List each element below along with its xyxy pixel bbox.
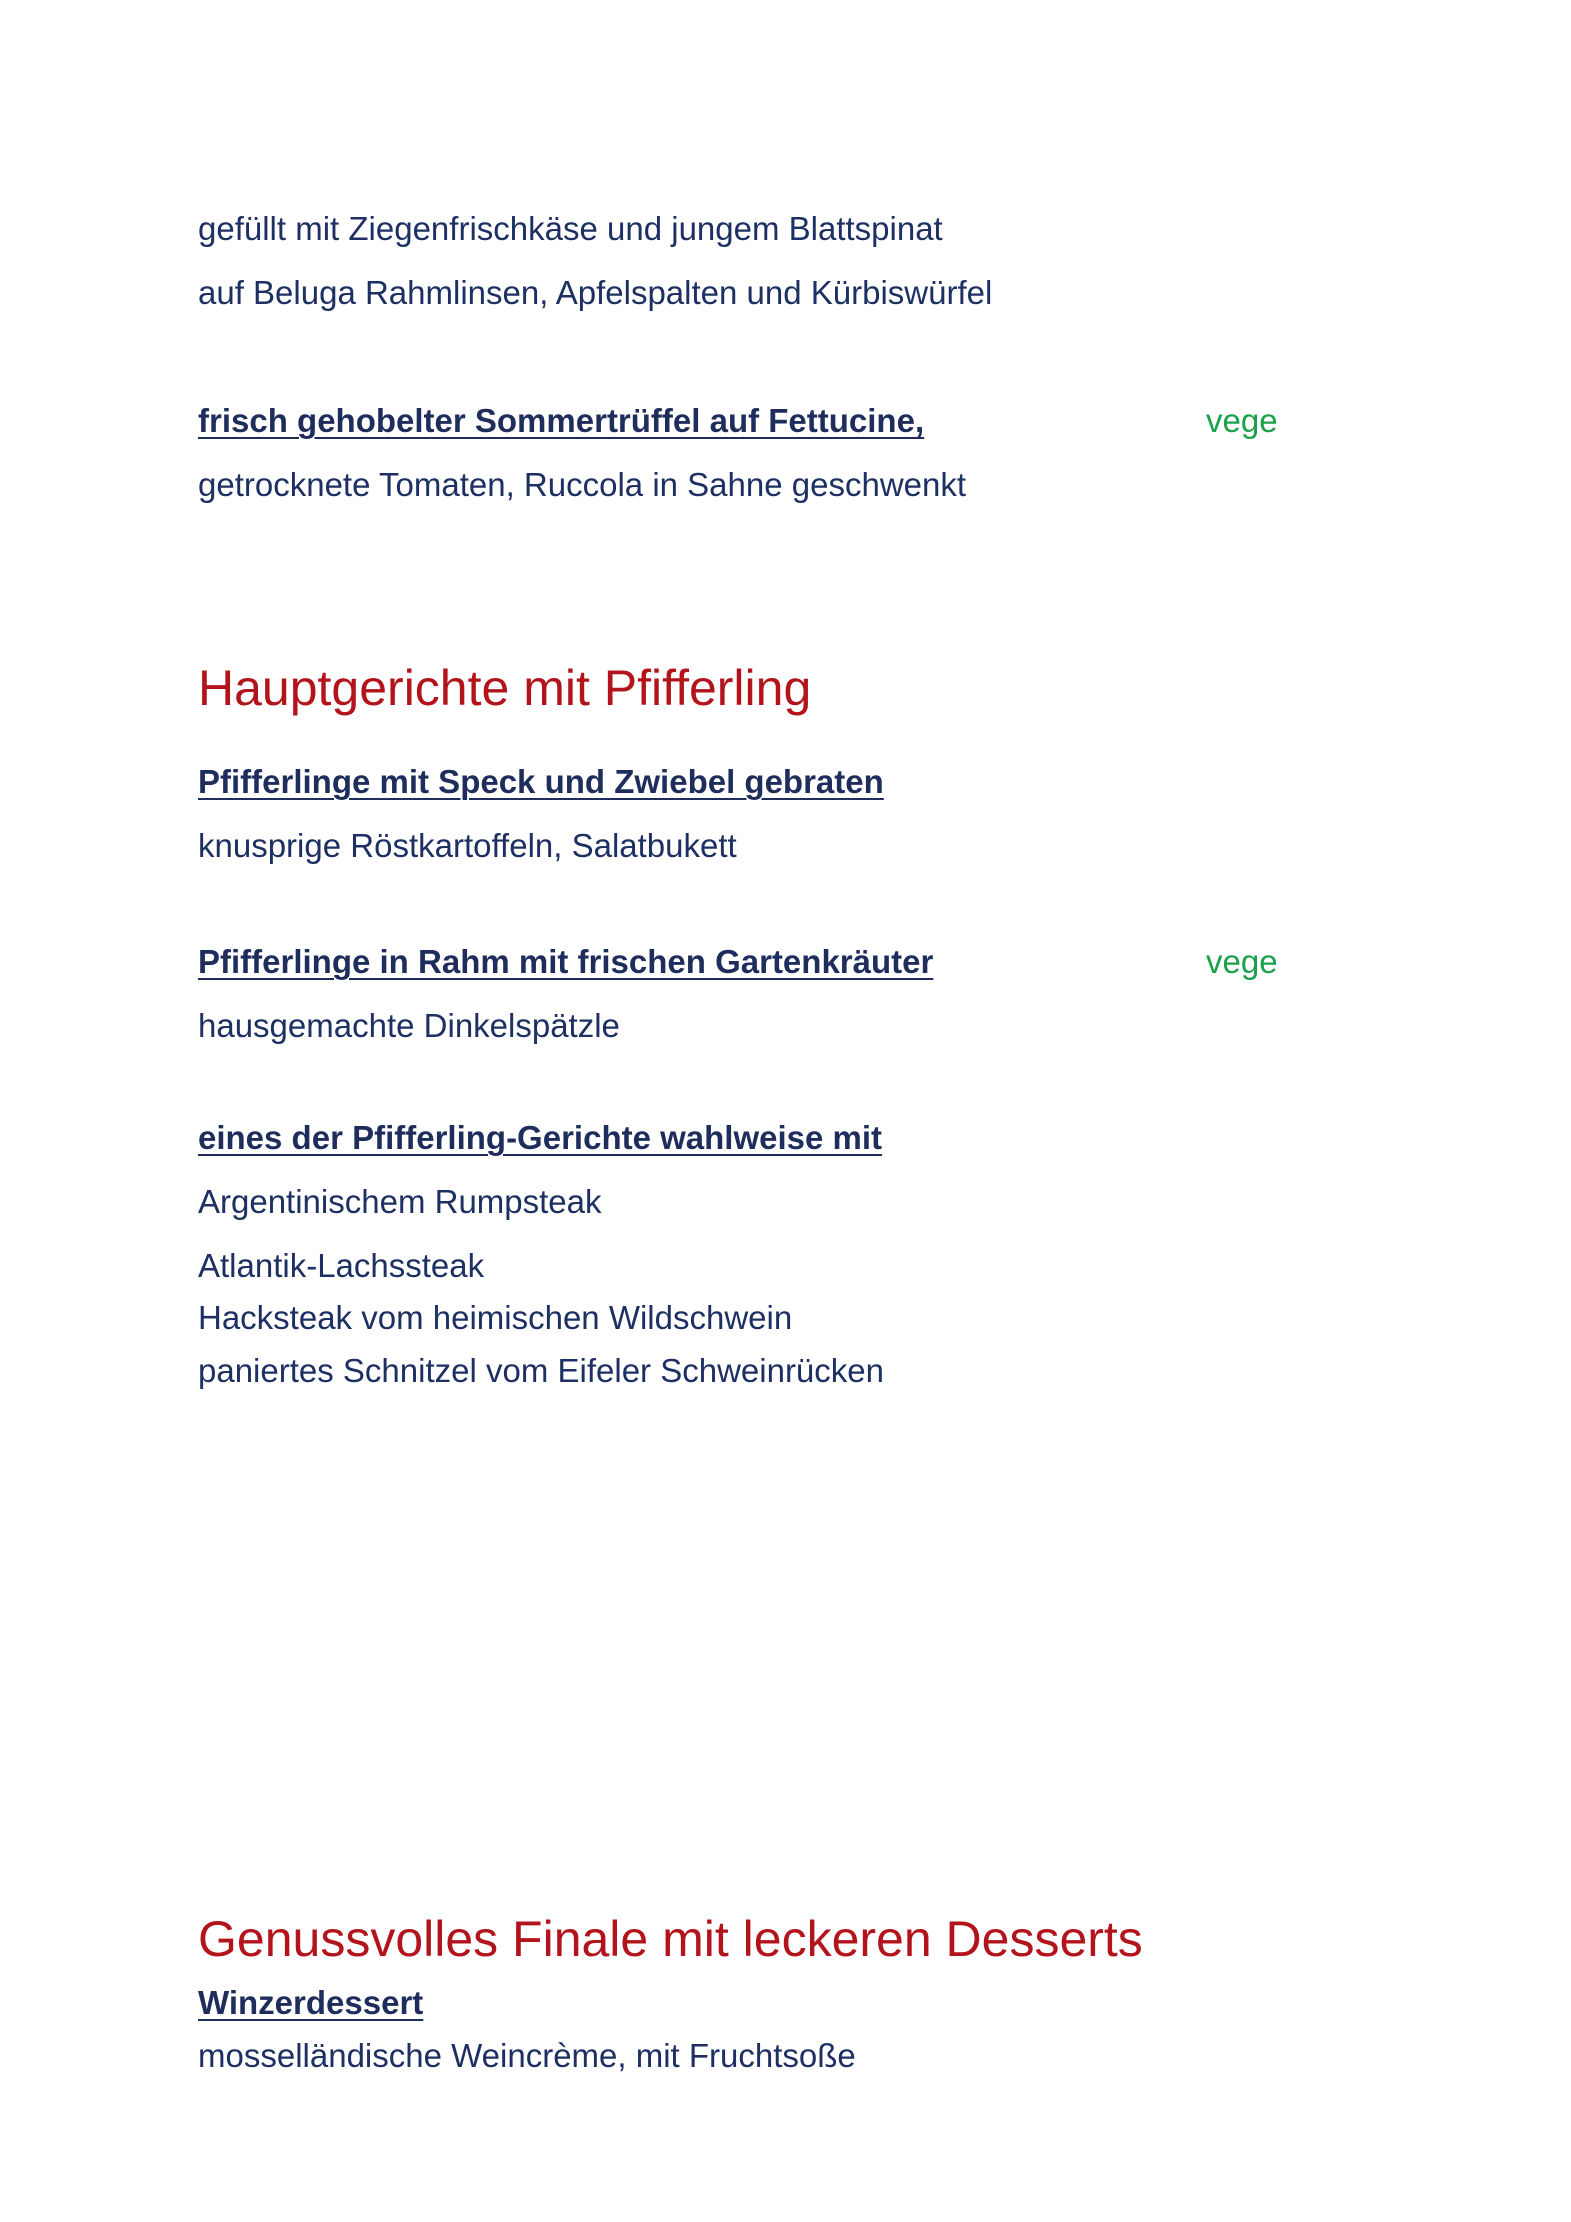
dish-title-chanterelles-bacon: Pfifferlinge mit Speck und Zwiebel gebraten [198,763,884,800]
dish-description: knusprige Röstkartoffeln, Salatbukett [198,827,737,864]
dish-option: Hacksteak vom heimischen Wildschwein [198,1299,793,1336]
dish-description: getrocknete Tomaten, Ruccola in Sahne geschwenkt [198,466,967,503]
dish-description: mosselländische Weincrème, mit Fruchtsoße [198,2037,856,2074]
dish-option: Atlantik-Lachssteak [198,1247,485,1284]
dish-title-winzerdessert: Winzerdessert [198,1984,424,2021]
vegetarian-badge: vege [1206,943,1278,980]
dish-description: hausgemachte Dinkelspätzle [198,1007,620,1044]
dish-title-truffle-fettucine: frisch gehobelter Sommertrüffel auf Fettucine, [198,402,925,439]
dish-option: Argentinischem Rumpsteak [198,1183,602,1220]
dish-title-chanterelles-cream: Pfifferlinge in Rahm mit frischen Gartenkräuter [198,943,934,980]
vegetarian-badge: vege [1206,402,1278,439]
section-heading-main-courses: Hauptgerichte mit Pfifferling [198,660,812,716]
dish-description-line: gefüllt mit Ziegenfrischkäse und jungem Blattspinat [198,210,943,247]
dish-description-line: auf Beluga Rahmlinsen, Apfelspalten und Kürbiswürfel [198,274,993,311]
dish-option: paniertes Schnitzel vom Eifeler Schweinrücken [198,1352,884,1389]
section-heading-desserts: Genussvolles Finale mit leckeren Desserts [198,1911,1143,1967]
dish-title-chanterelle-choice: eines der Pfifferling-Gerichte wahlweise mit [198,1119,883,1156]
